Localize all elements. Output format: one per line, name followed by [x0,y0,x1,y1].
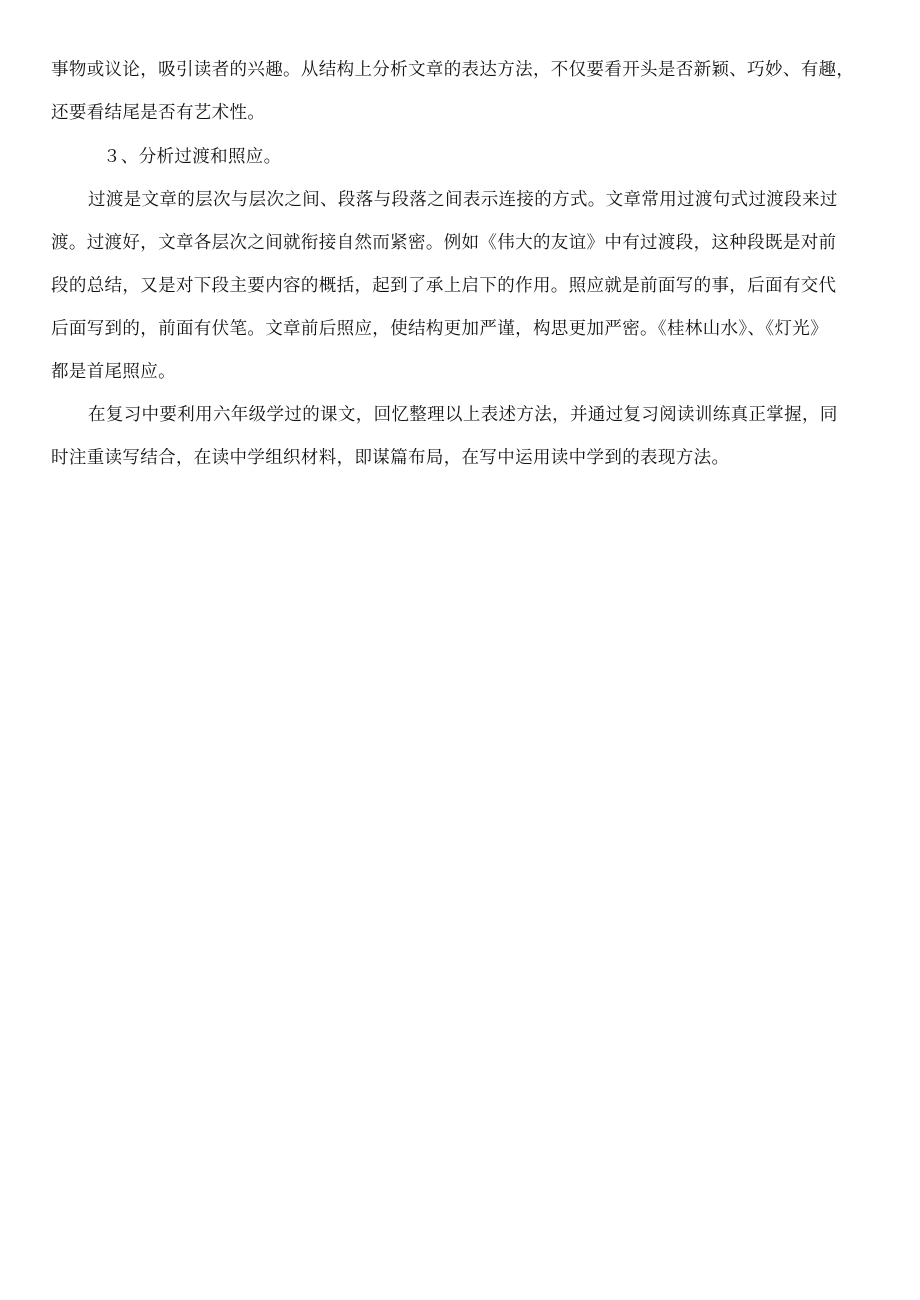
section-heading-3: ３、分析过渡和照应。 [103,147,282,167]
paragraph-2-line-5: 都是首尾照应。 [51,362,176,382]
paragraph-2-line-3: 段的总结，又是对下段主要内容的概括，起到了承上启下的作用。照应就是前面写的事，后面有交代 [51,276,837,296]
paragraph-2-line-1: 过渡是文章的层次与层次之间、段落与段落之间表示连接的方式。文章常用过渡句式过渡段来过 [88,190,838,210]
paragraph-2-line-2: 渡。过渡好，文章各层次之间就衔接自然而紧密。例如《伟大的友谊》中有过渡段，这种段既是对前 [51,233,837,253]
paragraph-3-line-1: 在复习中要利用六年级学过的课文，回忆整理以上表述方法，并通过复习阅读训练真正掌握，同 [88,405,838,425]
paragraph-2-line-4: 后面写到的，前面有伏笔。文章前后照应，使结构更加严谨，构思更加严密。《桂林山水》、《灯光》 [51,319,828,339]
paragraph-3-line-2: 时注重读写结合，在读中学组织材料，即谋篇布局，在写中运用读中学到的表现方法。 [51,448,730,468]
paragraph-1-line-2: 还要看结尾是否有艺术性。 [51,103,266,123]
paragraph-1-line-1: 事物或议论，吸引读者的兴趣。从结构上分析文章的表达方法，不仅要看开头是否新颖、巧妙、有趣， [51,60,855,80]
